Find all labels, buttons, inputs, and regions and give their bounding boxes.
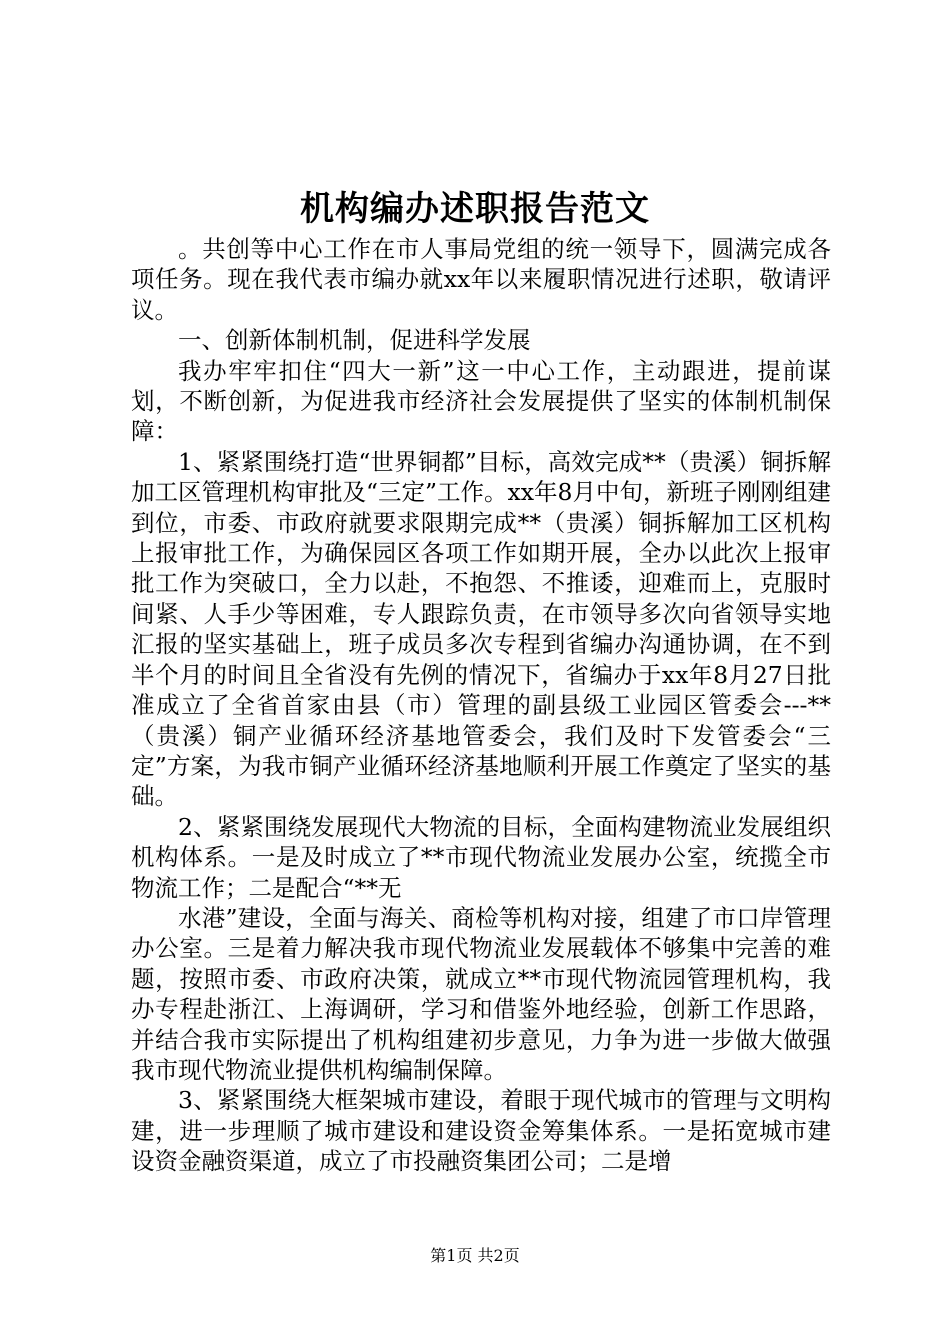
paragraph-item-1: 1、紧紧围绕打造“世界铜都”目标，高效完成**（贵溪）铜拆解加工区管理机构审批及“三定”工作。xx年8月中旬，新班子刚刚组建到位，市委、市政府就要求限期完成**（贵溪）铜拆解加工区机构上报审批工作，为确保园区各项工作如期开展，全办以此次上报审批工作为突破口，全力以赴，不抱怨、不推诿，迎难而上，克服时间紧、人手少等困难，专人跟踪负责，在市领导多次向省领导实地汇报的坚实基础上，班子成员多次专程到省编办沟通协调，在不到半个月的时间且全省没有先例的情况下，省编办于xx年8月27日批准成立了全省首家由县（市）管理的副县级工业园区管委会---**（贵溪）铜产业循环经济基地管委会，我们及时下发管委会“三定”方案，为我市铜产业循环经济基地顺利开展工作奠定了坚实的基础。 (131, 447, 831, 811)
paragraph-item-2-continued: 水港”建设，全面与海关、商检等机构对接，组建了市口岸管理办公室。三是着力解决我市现代物流业发展载体不够集中完善的难题，按照市委、市政府决策，就成立**市现代物流园管理机构，我办专程赴浙江、上海调研，学习和借鉴外地经验，创新工作思路，并结合我市实际提出了机构组建初步意见，力争为进一步做大做强我市现代物流业提供机构编制保障。 (131, 903, 831, 1084)
paragraph-item-3: 3、紧紧围绕大框架城市建设，着眼于现代城市的管理与文明构建，进一步理顺了城市建设和建设资金筹集体系。一是拓宽城市建设资金融资渠道，成立了市投融资集团公司；二是增 (131, 1086, 831, 1176)
document-title: 机构编办述职报告范文 (300, 189, 650, 229)
paragraph-item-2: 2、紧紧围绕发展现代大物流的目标，全面构建物流业发展组织机构体系。一是及时成立了**市现代物流业发展办公室，统揽全市物流工作；二是配合“**无 (131, 812, 831, 902)
page-number: 第1页 共2页 (430, 1246, 520, 1265)
paragraph-overview: 我办牢牢扣住“四大一新”这一中心工作，主动跟进，提前谋划，不断创新，为促进我市经济社会发展提供了坚实的体制机制保障： (131, 356, 831, 446)
document-body (131, 234, 831, 1177)
section-heading: 一、创新体制机制，促进科学发展 (178, 326, 531, 355)
paragraph-intro: 。共创等中心工作在市人事局党组的统一领导下，圆满完成各项任务。现在我代表市编办就xx年以来履职情况进行述职，敬请评议。 (131, 235, 831, 324)
